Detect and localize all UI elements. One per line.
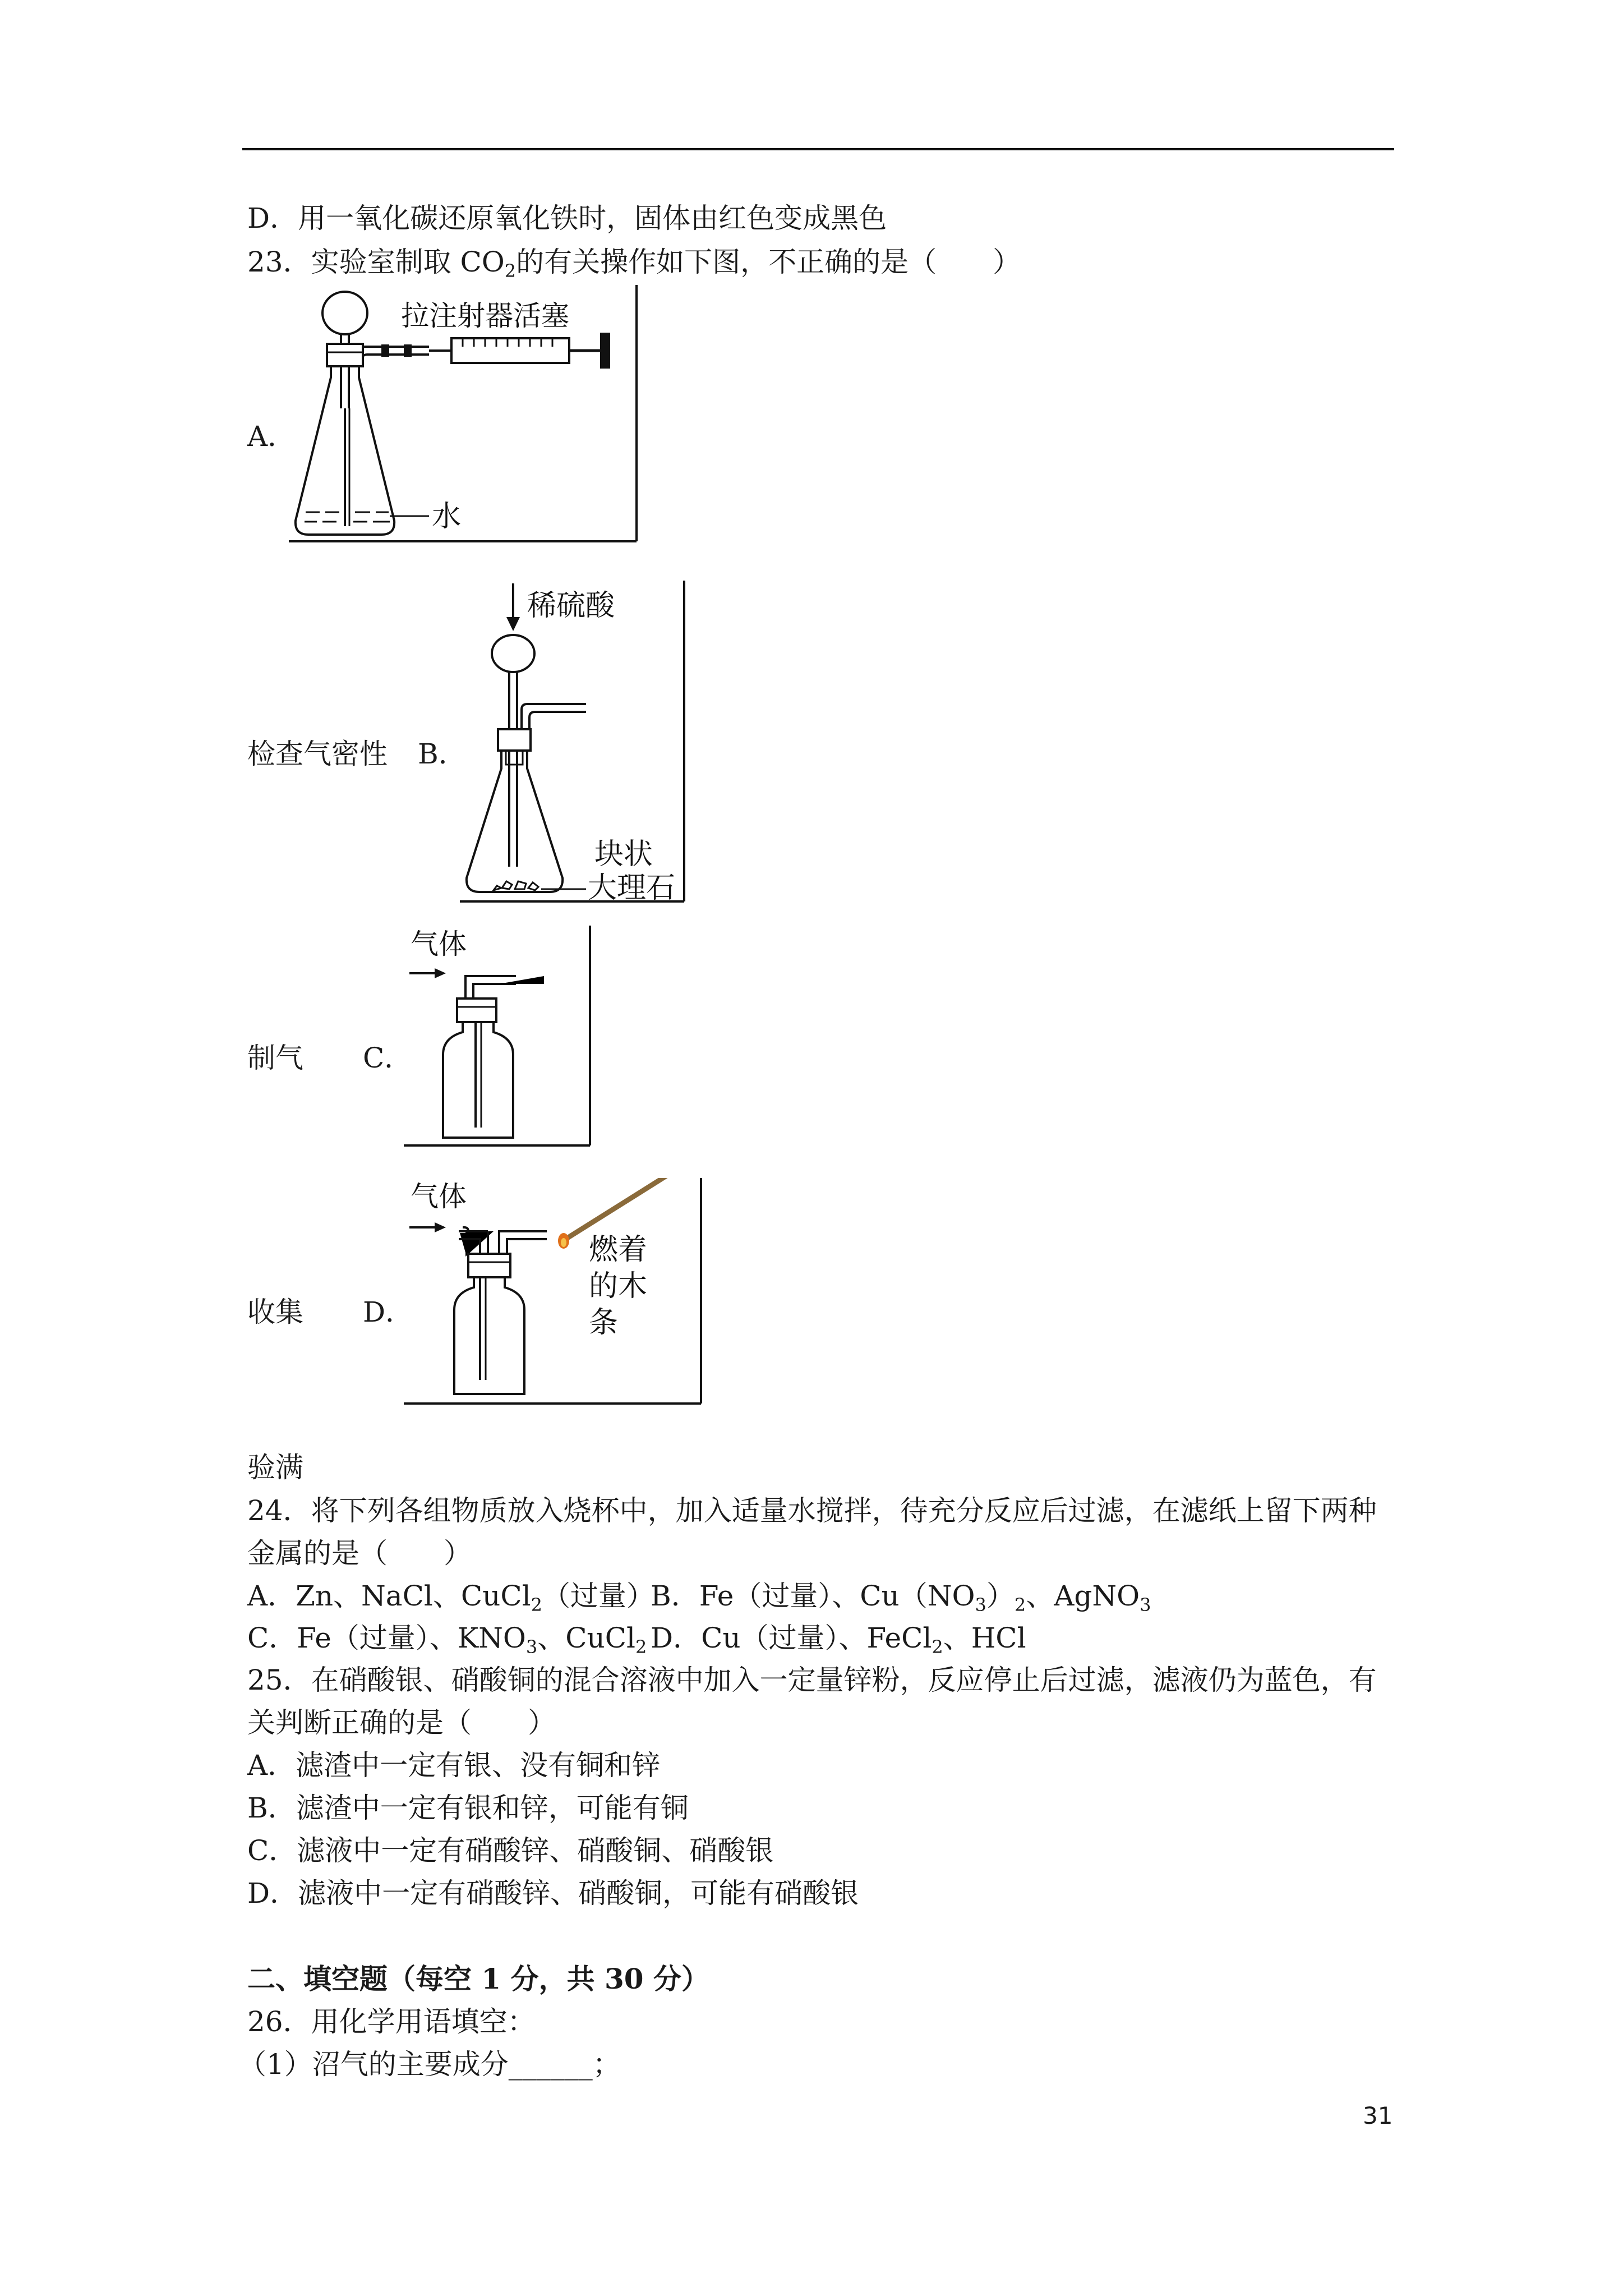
q23-option-c-caption: 收集 [247,1296,303,1328]
q23-figure-a [289,285,642,546]
svg-text:水: 水 [432,500,462,533]
q23-option-a-caption: 检查气密性 [247,738,388,770]
q25-option-d: D．滤液中一定有硝酸锌、硝酸铜，可能有硝酸银 [247,1877,859,1910]
q24-option-b: B．Fe（过量）、$Cu(NO_3)_2$、AgNO$_3$ [651,1580,1151,1616]
q23-figure-c [404,926,594,1150]
q23-stem: 23．实验室制取 $CO_2$的有关操作如下图，不正确的是（ ） [247,246,1021,282]
q25-option-b: B．滤渣中一定有银和锌，可能有铜 [247,1792,689,1824]
q23-option-a-label: A． [247,420,296,453]
q23-option-c-label: C． [363,1042,413,1074]
svg-text:的木: 的木 [589,1269,648,1303]
q23-option-b-caption: 制气 [247,1042,303,1074]
q23-option-b-label: B． [418,738,467,770]
q24-stem-line1: 24．将下列各组物质放入烧杯中，加入适量水搅拌，待充分反应后过滤，在滤纸上留下两种 [247,1494,1377,1527]
q25-stem-line2: 关判断正确的是（ ） [247,1706,556,1739]
page-number: 31 [1363,2102,1393,2129]
q26-item-1: （1）沼气的主要成分______； [238,2048,621,2081]
q24-option-d: D．Cu（过量）、FeCl$_2$、HCl [651,1622,1026,1658]
svg-text:条: 条 [589,1306,619,1340]
svg-text:气体: 气体 [411,928,467,960]
q22-option-d: D．用一氧化碳还原氧化铁时，固体由红色变成黑色 [247,202,887,234]
svg-text:稀硫酸: 稀硫酸 [527,589,615,623]
q23-figure-b [460,581,690,906]
q24-stem-line2: 金属的是（ ） [247,1537,472,1570]
q23-option-d-label: D． [363,1296,414,1328]
svg-text:气体: 气体 [411,1180,467,1213]
q23-figure-d [404,1178,707,1408]
q24-option-a: A．Zn、NaCl、CuCl$_2$（过量） [247,1580,654,1616]
q25-option-c: C．滤液中一定有硝酸锌、硝酸铜、硝酸银 [247,1834,774,1867]
q23-option-d-caption: 验满 [247,1451,303,1484]
header-rule [242,148,1394,150]
q25-option-a: A．滤渣中一定有银、没有铜和锌 [247,1749,661,1782]
svg-text:拉注射器活塞: 拉注射器活塞 [401,300,569,332]
q25-stem-line1: 25．在硝酸银、硝酸铜的混合溶液中加入一定量锌粉，反应停止后过滤，滤液仍为蓝色，有 [247,1664,1377,1696]
section-2-title: 二、填空题（每空 1 分，共 30 分） [247,1962,709,1995]
svg-text:块状: 块状 [594,838,653,871]
q24-option-c: C．Fe（过量）、$KNO_3$、CuCl$_2$ [247,1622,647,1658]
svg-text:大理石: 大理石 [588,871,676,905]
svg-text:燃着: 燃着 [589,1233,648,1267]
q26-stem: 26．用化学用语填空： [247,2005,536,2038]
